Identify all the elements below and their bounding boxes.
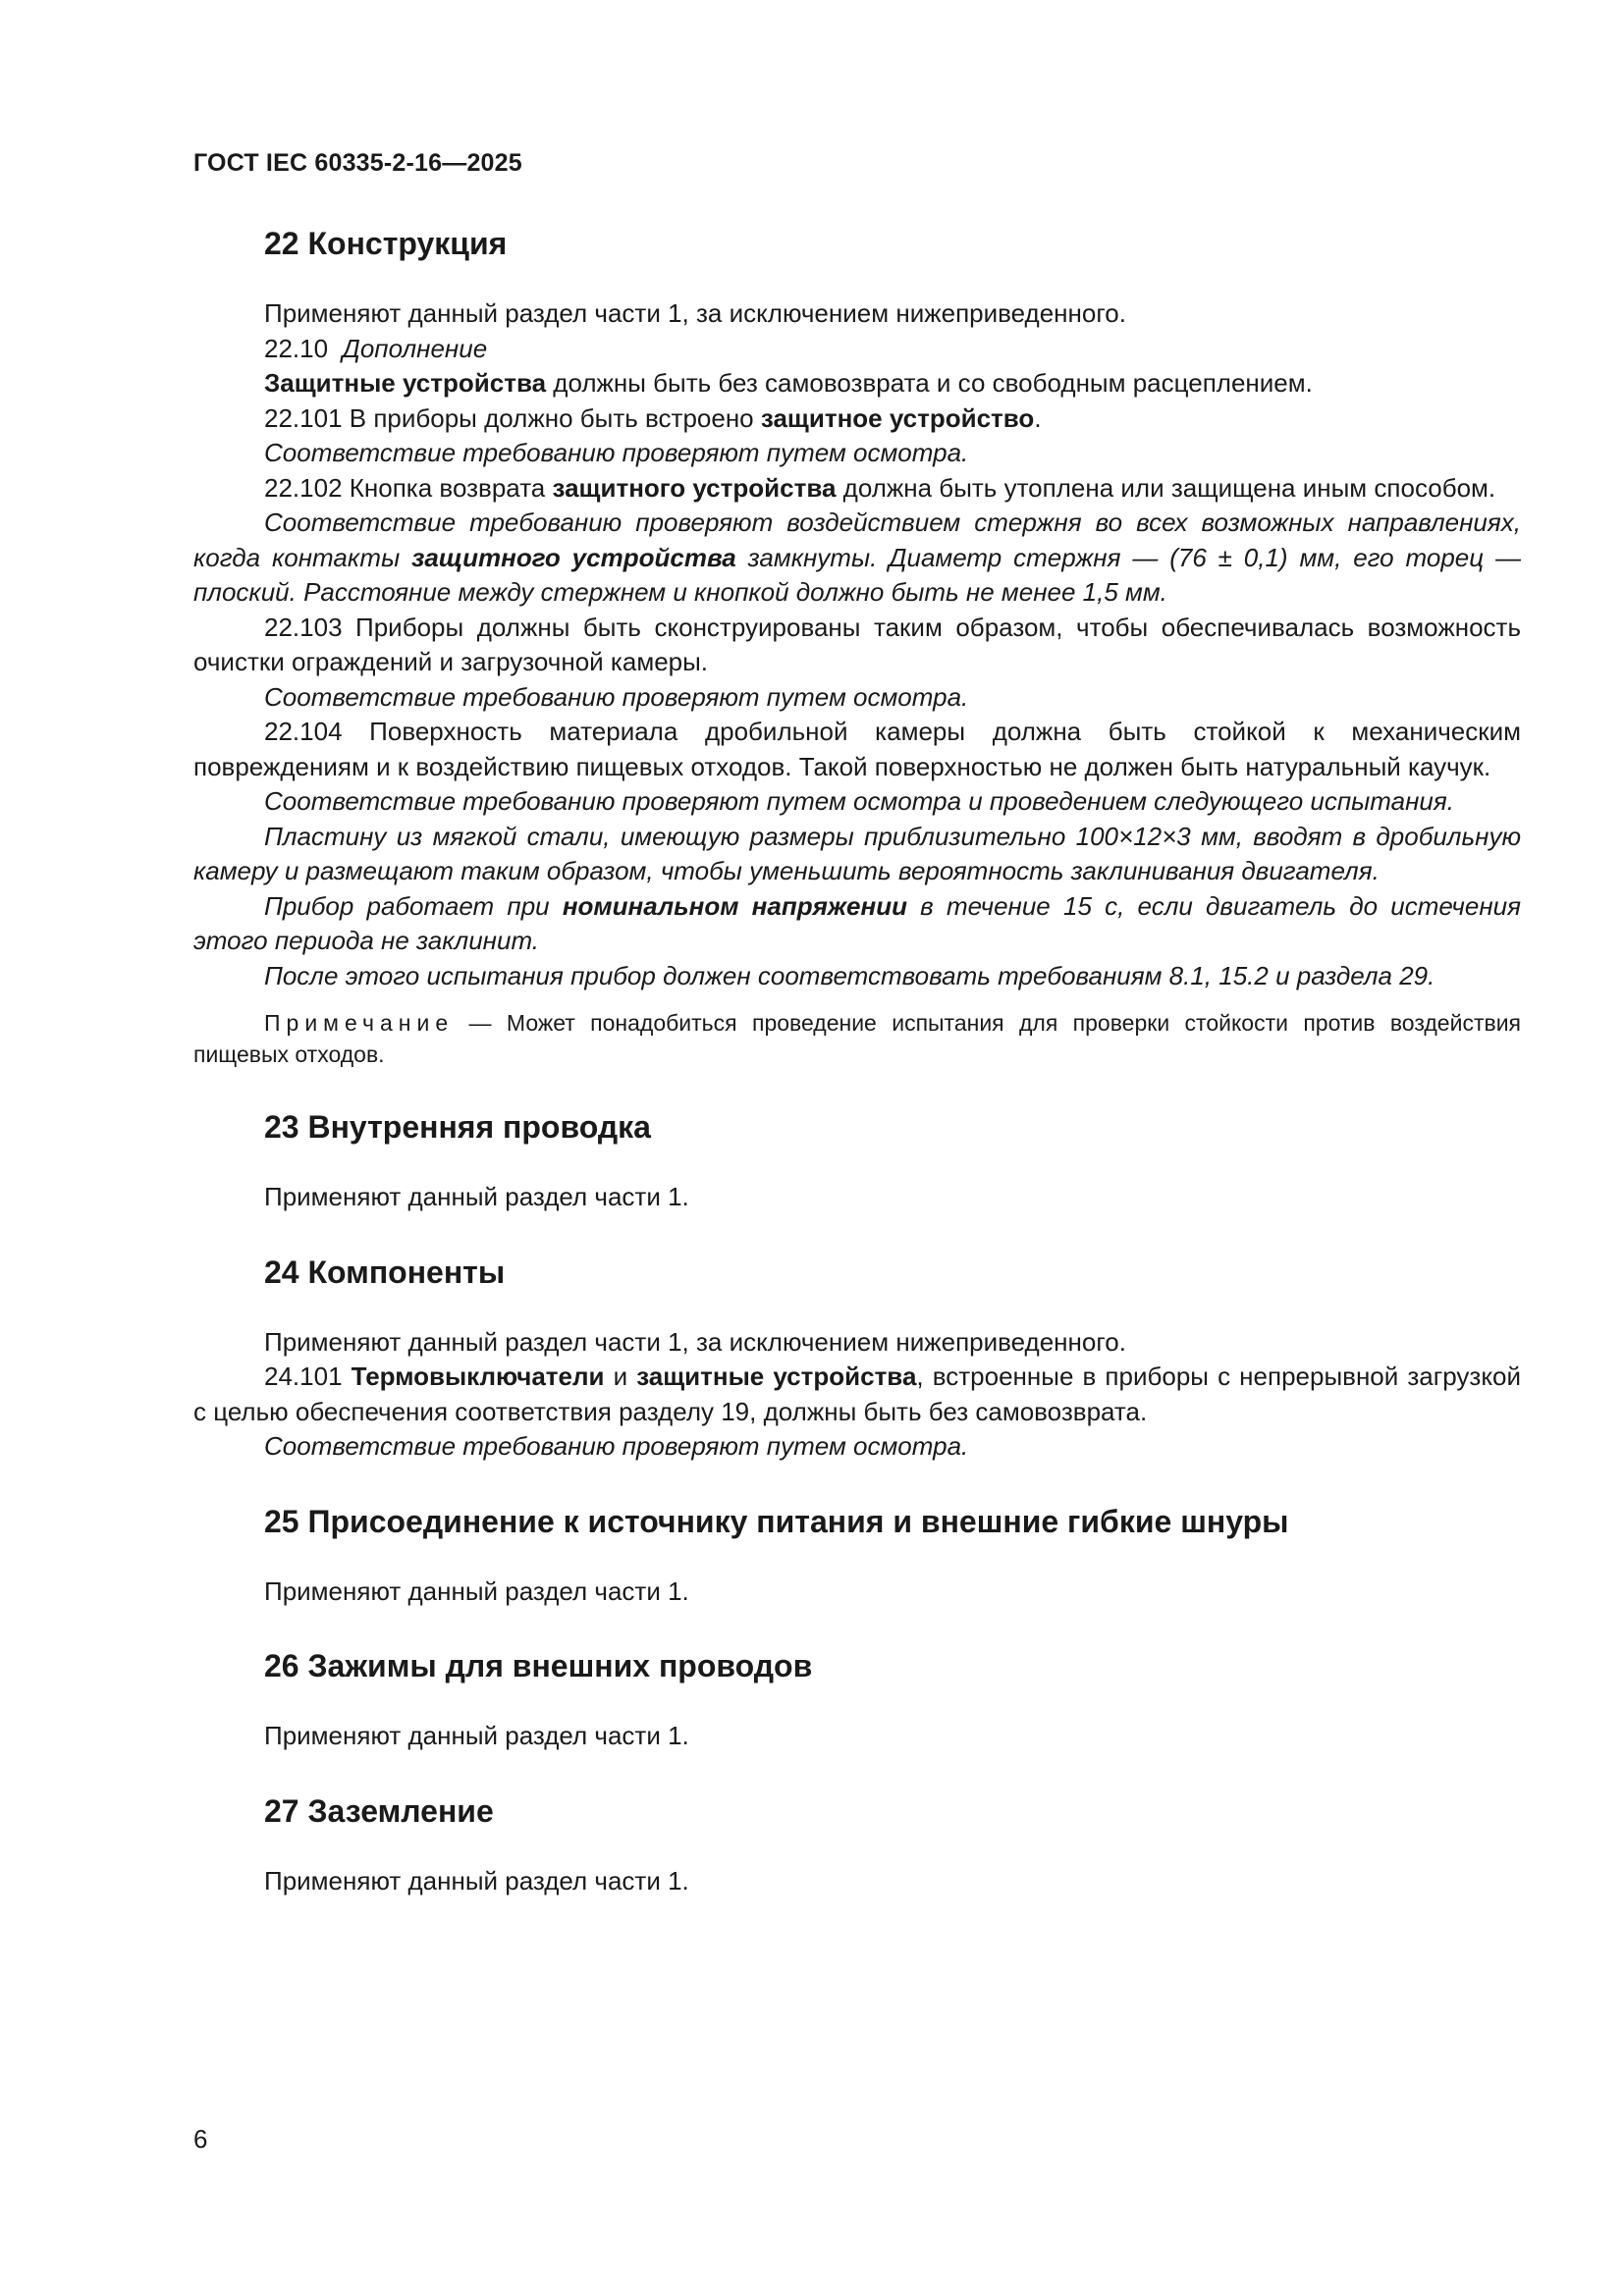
note-label: Примечание	[264, 1010, 455, 1036]
section-25	[193, 1502, 1521, 1610]
page-number: 6	[193, 2124, 208, 2154]
clause-22-102-check: Соответствие требованию проверяют воздействием стержня во всех возможных направлениях, когда контакты защитного устройства замкнуты. Диаметр стержня — (76 ± 0,1) мм, его торец — плоский. Расстояние между стержнем и кнопкой должно быть не менее 1,5 мм.	[193, 507, 1521, 607]
term-thermal-cutouts: Термовыключатели	[351, 1362, 605, 1391]
document-code-header: ГОСТ IEC 60335-2-16—2025	[193, 149, 522, 177]
clause-22-102: 22.102 Кнопка возврата защитного устройства должна быть утоплена или защищена иным способом.	[264, 472, 1496, 503]
section-24-intro: Применяют данный раздел части 1, за исключением нижеприведенного.	[264, 1326, 1126, 1357]
clause-24-101-check: Соответствие требованию проверяют путем осмотра.	[264, 1431, 969, 1461]
section-23-title: 23 Внутренняя проводка	[264, 1109, 651, 1145]
clause-22-10-text: Защитные устройства должны быть без самовозврата и со свободным расцеплением.	[264, 368, 1313, 398]
section-24-title: 24 Компоненты	[264, 1254, 506, 1290]
clause-22-104-operation: Прибор работает при номинальном напряжении в течение 15 с, если двигатель до истечения этого периода не заклинит.	[193, 890, 1521, 955]
clause-22-104-plate-test: Пластину из мягкой стали, имеющую размеры приблизительно 100×12×3 мм, вводят в дробильную камеру и размещают таким образом, чтобы уменьшить вероятность заклинивания двигателя.	[193, 821, 1521, 885]
clause-22-10-number: 22.10	[264, 333, 329, 363]
section-27-text: Применяют данный раздел части 1.	[264, 1865, 689, 1896]
section-25-title: 25 Присоединение к источнику питания и внешние гибкие шнуры	[264, 1503, 1289, 1539]
section-27-title: 27 Заземление	[264, 1792, 494, 1829]
section-26	[193, 1646, 1521, 1754]
clause-22-103: 22.103 Приборы должны быть сконструированы таким образом, чтобы обеспечивалась возможность очистки ограждений и загрузочной камеры.	[193, 612, 1521, 676]
section-27	[193, 1791, 1521, 1899]
clause-24-101: 24.101 Термовыключатели и защитные устройства, встроенные в приборы с непрерывной загрузкой с целью обеспечения соответствия разделу 19, должны быть без самовозврата.	[193, 1362, 1521, 1426]
clause-22-104-check: Соответствие требованию проверяют путем осмотра и проведением следующего испытания.	[264, 786, 1455, 816]
term-protective-device: защитного устройства	[552, 472, 837, 503]
term-protective-device: защитного устройства	[411, 542, 736, 572]
clause-22-10-heading	[193, 332, 1521, 367]
term-protective-devices: защитные устройства	[636, 1362, 917, 1391]
term-protective-device: защитное устройство	[760, 402, 1035, 433]
section-22-intro: Применяют данный раздел части 1, за исключением нижеприведенного.	[264, 298, 1126, 328]
section-26-title: 26 Зажимы для внешних проводов	[264, 1648, 813, 1683]
clause-22-103-check: Соответствие требованию проверяют путем осмотра.	[264, 681, 969, 712]
term-protective-devices: Защитные устройства	[264, 368, 547, 398]
clause-22-104: 22.104 Поверхность материала дробильной камеры должна быть стойкой к механическим повреждениям и к воздействию пищевых отходов. Такой поверхностью не должен быть натуральный каучук.	[193, 717, 1521, 781]
section-22	[193, 224, 1521, 1070]
section-25-text: Применяют данный раздел части 1.	[264, 1575, 689, 1606]
clause-22-101: 22.101 В приборы должно быть встроено защитное устройство.	[264, 402, 1042, 433]
clause-22-104-after-test: После этого испытания прибор должен соответствовать требованиям 8.1, 15.2 и раздела 29.	[264, 960, 1435, 990]
clause-22-101-check: Соответствие требованию проверяют путем осмотра.	[264, 438, 969, 467]
section-23-text: Применяют данный раздел части 1.	[264, 1182, 689, 1211]
note	[193, 1007, 1521, 1070]
term-rated-voltage: номинальном напряжении	[562, 890, 907, 921]
note-text: — Может понадобиться проведение испытания для проверки стойкости против воздействия пищевых отходов.	[193, 1010, 1521, 1067]
document-body	[193, 224, 1521, 1936]
section-24	[193, 1253, 1521, 1465]
clause-22-10-label: Дополнение	[342, 333, 488, 363]
section-23	[193, 1107, 1521, 1215]
section-26-text: Применяют данный раздел части 1.	[264, 1721, 689, 1750]
section-22-title: 22 Конструкция	[264, 226, 508, 261]
